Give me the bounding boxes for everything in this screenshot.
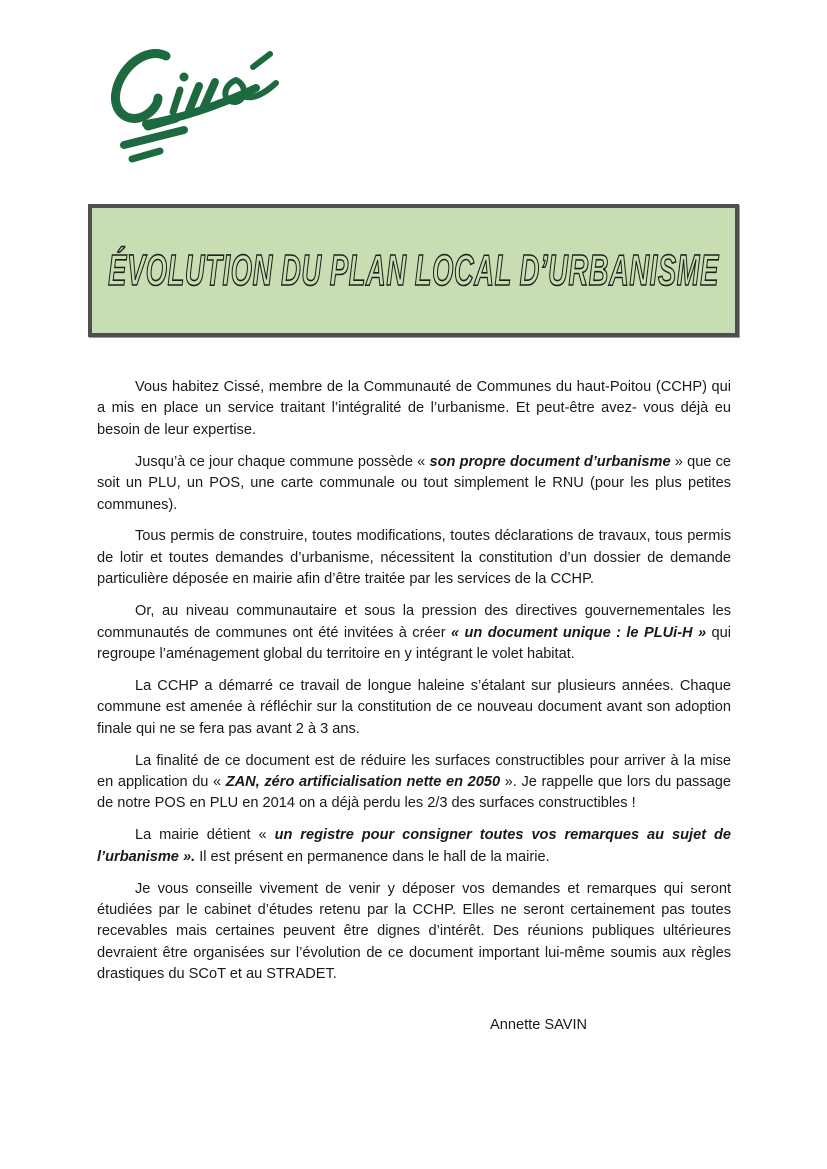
- paragraph: [97, 879, 731, 986]
- cisse-logo-drawing: [102, 40, 292, 170]
- paragraph: [97, 601, 731, 665]
- text-segment: Tous permis de construire, toutes modifications, toutes déclarations de travaux, tous permis de lotir et toutes demandes d’urbanisme, nécessitent la constitution d’un dossier de demande particulière déposée en mairie afin d’être traitée par les services de la CCHP.: [97, 528, 731, 588]
- text-segment: Il est présent en permanence dans le hall de la mairie.: [195, 848, 550, 865]
- text-segment: son propre document d’urbanisme: [429, 453, 671, 470]
- text-segment: Vous habitez Cissé, membre de la Communauté de Communes du haut-Poitou (CCHP) qui a mis en place un service traitant l’intégralité de l’urbanisme. Et peut-être avez- vous déjà eu besoin de leur expertise.: [97, 379, 731, 438]
- text-segment: Je vous conseille vivement de venir y déposer vos demandes et remarques qui seront étudiées par le cabinet d’études retenu par la CCHP. Elles ne seront certainement pas toutes recevables mais certaines peuvent être dignes d’intérêt. Des réunions publiques ultérieures devraient être organisées sur l’évolution de ce document important lui-même soumis aux règles drastiques du SCoT et au STRADET.: [97, 880, 731, 983]
- text-segment: un registre pour consigner toutes vos remarques au sujet de l’urbanisme ».: [97, 827, 731, 865]
- text-segment: La finalité de ce document est de réduire les surfaces constructibles pour arriver à la mise en application du «: [97, 752, 731, 790]
- text-segment: » que ce soit un PLU, un POS, une carte communale ou tout simplement le RNU (pour les plus petites communes).: [97, 453, 731, 513]
- paragraph: [97, 526, 731, 590]
- text-segment: La CCHP a démarré ce travail de longue haleine s’étalant sur plusieurs années. Chaque commune est amenée à réfléchir sur la constitution de ce nouveau document avant son adoption finale qui ne se fera pas avant 2 à 3 ans.: [97, 677, 731, 737]
- text-segment: qui regroupe l’aménagement global du territoire en y intégrant le volet habitat.: [97, 624, 732, 662]
- paragraph: [97, 452, 731, 516]
- text-segment: Or, au niveau communautaire et sous la pression des directives gouvernementales les communautés de communes ont été invitées à créer: [97, 603, 731, 641]
- text-segment: ». Je rappelle que lors du passage de notre POS en PLU en 2014 on a déjà perdu les 2/3 des surfaces constructibles !: [97, 774, 732, 812]
- paragraph: [97, 676, 731, 740]
- letter-body: [97, 377, 731, 1036]
- paragraph: [97, 825, 731, 868]
- paragraph: [97, 751, 731, 815]
- paragraph: [97, 377, 731, 441]
- signature: [97, 1015, 731, 1036]
- paragraphs: [97, 377, 731, 986]
- text-segment: La mairie détient «: [135, 827, 275, 844]
- page-title: ÉVOLUTION DU PLAN LOCAL D’URBANISME: [108, 245, 719, 295]
- signature-name: Annette SAVIN: [490, 1016, 588, 1033]
- text-segment: ZAN, zéro artificialisation nette en 2050: [225, 774, 501, 790]
- cisse-logo: [102, 40, 292, 170]
- title-box: [88, 204, 739, 337]
- text-segment: Jusqu’à ce jour chaque commune possède «: [135, 453, 430, 470]
- text-segment: « un document unique : le PLUi-H »: [450, 624, 707, 641]
